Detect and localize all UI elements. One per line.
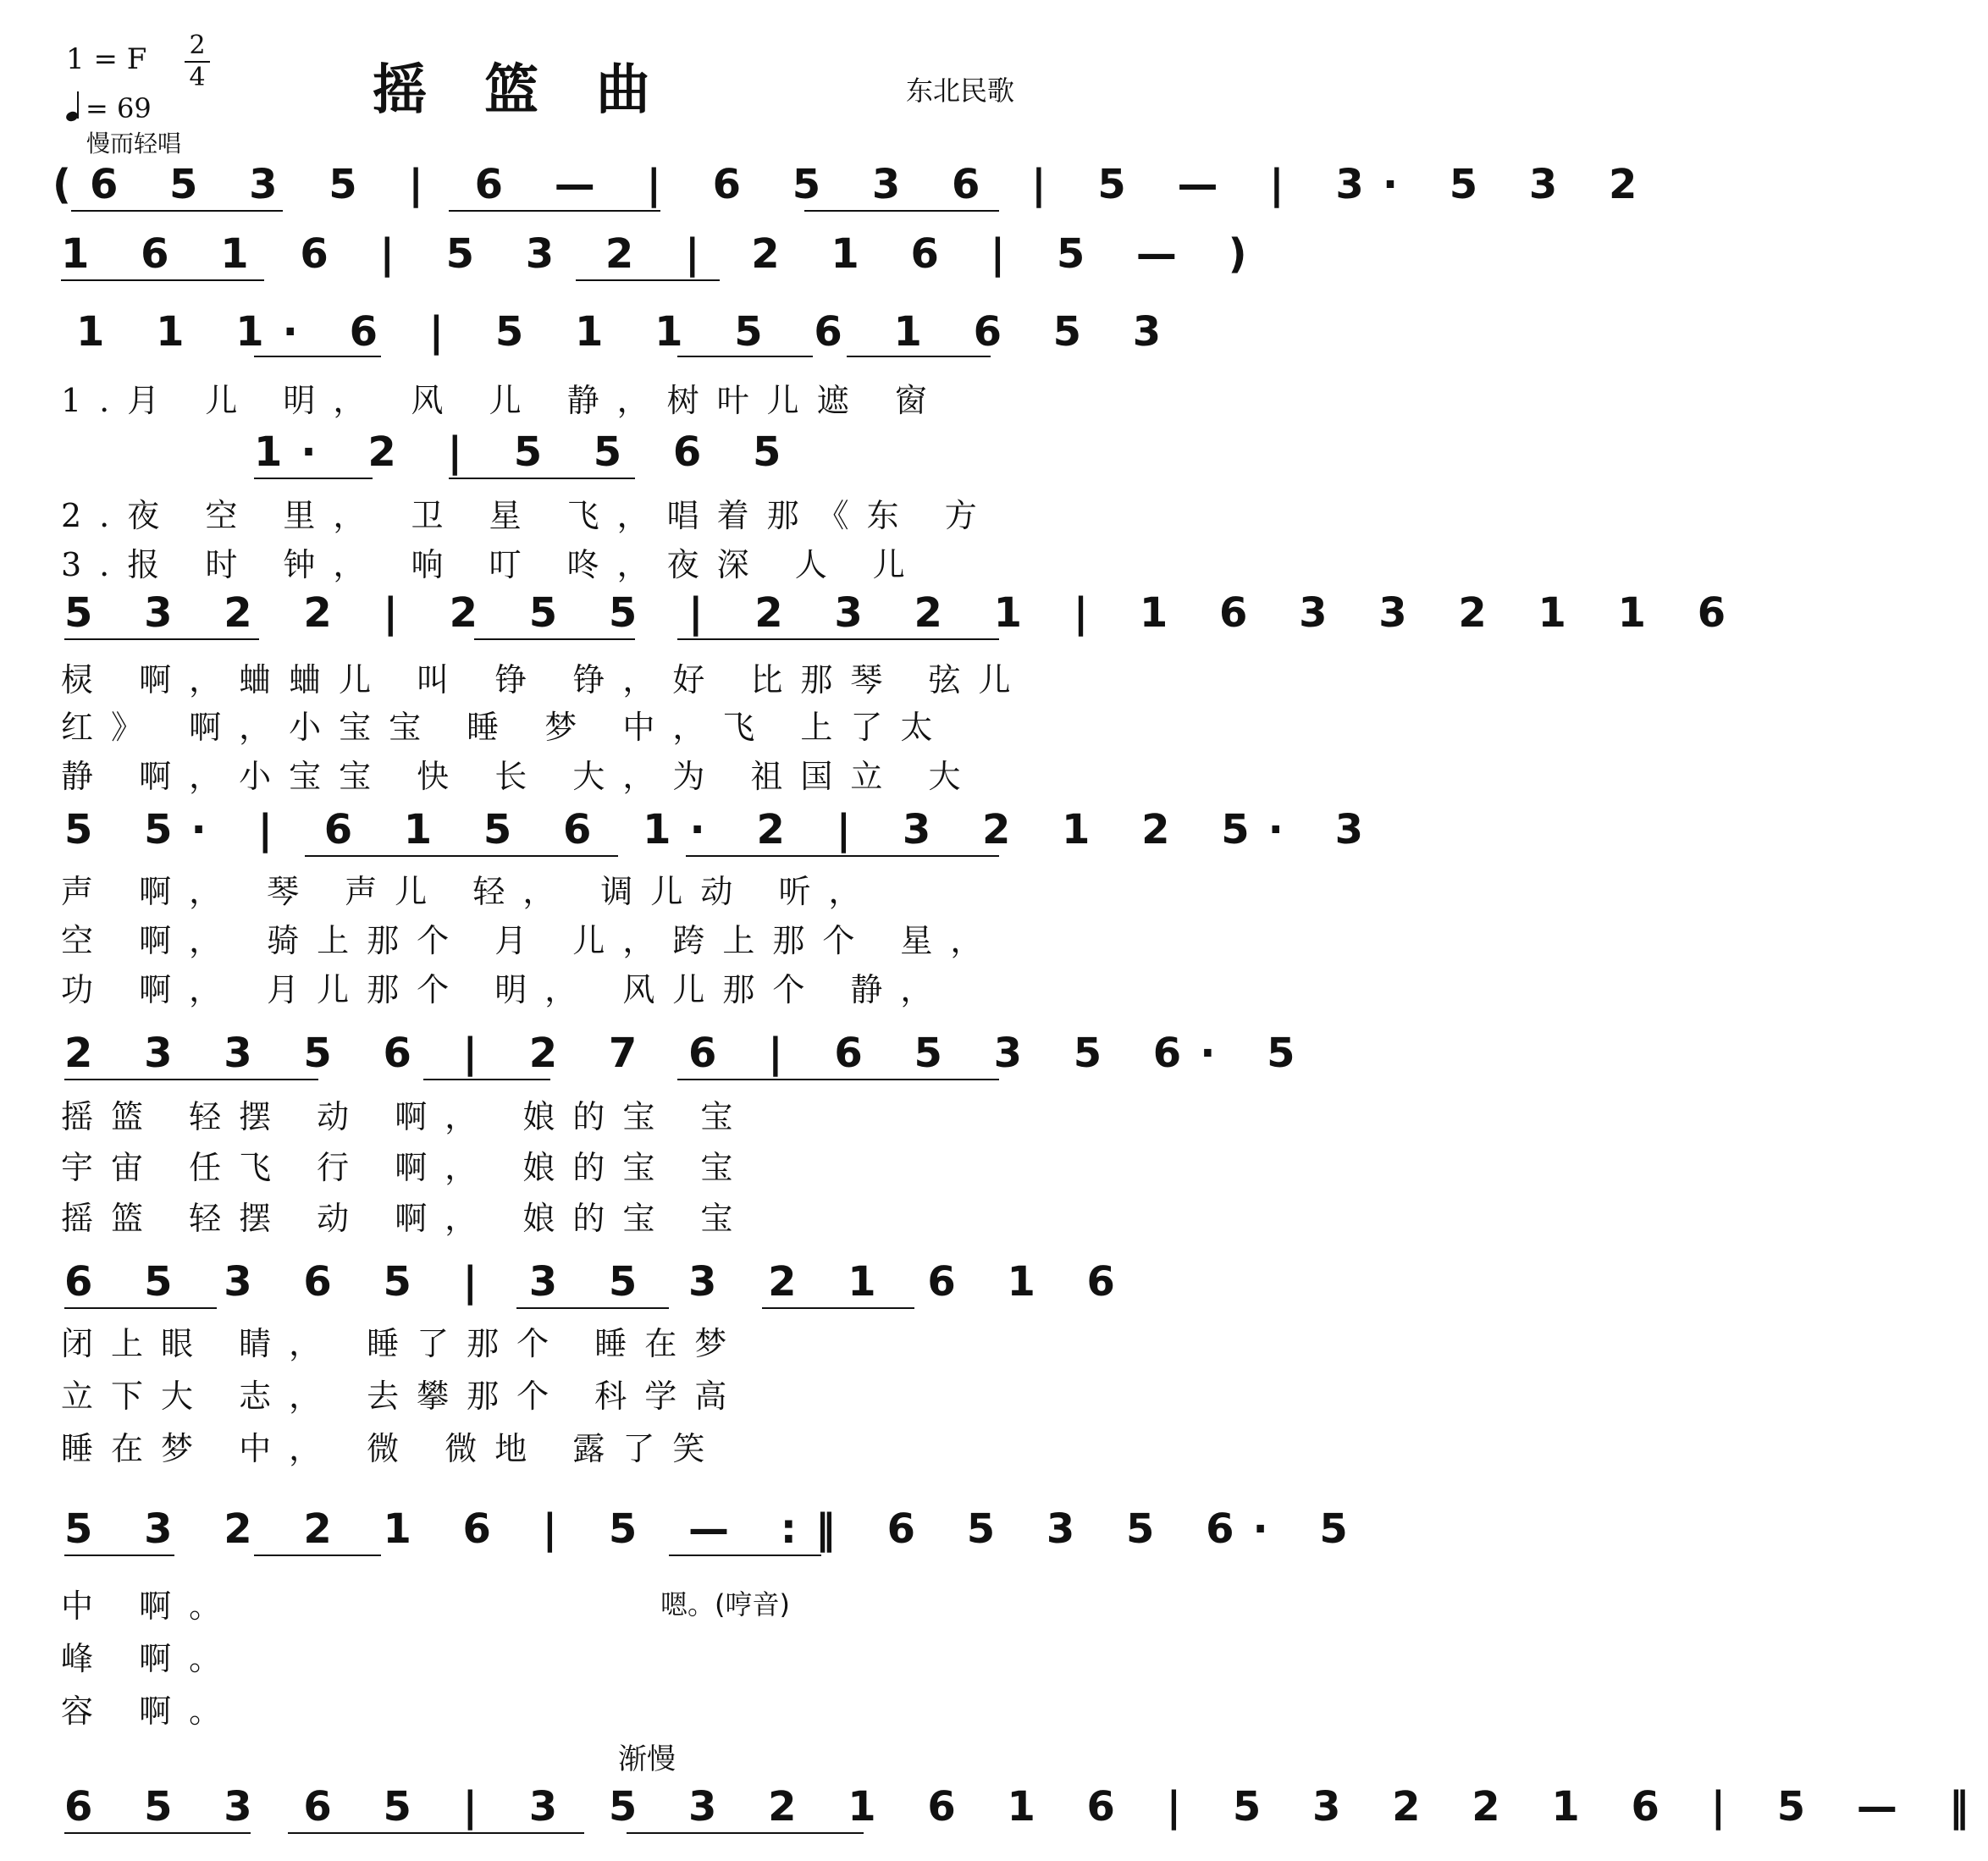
- notation-row-10: 6 5 3 6 5 | 3 5 3 2 1 6 1 6 | 5 3 2 2 1 6 | 5 — ‖: [64, 1783, 1988, 1831]
- notation-row-7: 2 3 3 5 6 | 2 7 6 | 6 5 3 5 6· 5: [64, 1030, 1314, 1077]
- notation-row-5: 5 3 2 2 | 2 5 5 | 2 3 2 1 | 1 6 3 3 2 1 1 6: [64, 589, 1745, 637]
- notation-row-8: 6 5 3 6 5 | 3 5 3 2 1 6 1 6: [64, 1258, 1134, 1306]
- page-title: 摇篮曲: [373, 59, 708, 122]
- lyrics-row-9-verse-2: 峰 啊。: [61, 1640, 240, 1677]
- lyrics-row-7-verse-3: 摇篮 轻摆 动 啊， 娘的宝 宝: [61, 1200, 751, 1237]
- ritardando-marking: 渐慢: [618, 1742, 676, 1776]
- notation-row-9: 5 3 2 2 1 6 | 5 — :‖ 6 5 3 5 6· 5: [64, 1505, 1367, 1553]
- lyrics-row-8-verse-2: 立下大 志， 去攀那个 科学高: [61, 1378, 745, 1415]
- notation-row-1: (6 5 3 5 | 6 — | 6 5 3 6 | 5 — | 3· 5 3 2: [52, 161, 1656, 208]
- lyrics-row-4-verse-3: 3.报 时 钟， 响 叮 咚，夜深 人 儿: [61, 546, 923, 583]
- lyrics-row-8-verse-1: 闭上眼 睛， 睡了那个 睡在梦: [61, 1325, 745, 1362]
- time-bottom: 4: [189, 63, 206, 92]
- tempo-marking: = 69: [66, 91, 152, 124]
- notation-row-4: 1· 2 | 5 5 6 5: [254, 428, 800, 476]
- time-signature: [185, 32, 210, 91]
- notation-row-2: 1 6 1 6 | 5 3 2 | 2 1 6 | 5 — ): [61, 230, 1266, 278]
- lyrics-row-4-verse-2: 2.夜 空 里， 卫 星 飞，唱着那《东 方: [61, 497, 995, 534]
- lyrics-row-9-verse-3: 容 啊。: [61, 1693, 240, 1730]
- lyrics-row-7-verse-1: 摇篮 轻摆 动 啊， 娘的宝 宝: [61, 1098, 751, 1135]
- notation-row-3: 1 1 1· 6 | 5 1 1 5 6 1 6 5 3: [76, 308, 1180, 356]
- time-top: 2: [189, 30, 206, 60]
- lyrics-row-5-verse-2: 红》 啊，小宝宝 睡 梦 中，飞 上了太: [61, 709, 951, 746]
- song-origin: 东北民歌: [906, 75, 1015, 107]
- lyrics-row-6-verse-1: 声 啊， 琴 声儿 轻， 调儿动 听，: [61, 873, 879, 910]
- lyrics-row-3-verse-1: 1.月 儿 明， 风 儿 静，树叶儿遮 窗: [61, 382, 945, 419]
- key-signature: 1 = F: [66, 42, 147, 76]
- lyrics-row-7-verse-2: 宇宙 任飞 行 啊， 娘的宝 宝: [61, 1149, 751, 1186]
- expression-marking: 慢而轻唱: [86, 130, 182, 157]
- lyrics-row-5-verse-1: 棂 啊，蛐蛐儿 叫 铮 铮，好 比那琴 弦儿: [61, 661, 1029, 699]
- notation-row-6: 5 5· | 6 1 5 6 1· 2 | 3 2 1 2 5· 3: [64, 806, 1383, 853]
- humming-note: 嗯。(哼音): [660, 1588, 790, 1621]
- lyrics-row-6-verse-3: 功 啊， 月儿那个 明， 风儿那个 静，: [61, 971, 951, 1008]
- lyrics-row-9-verse-1: 中 啊。: [61, 1588, 240, 1625]
- lyrics-row-6-verse-2: 空 啊， 骑上那个 月 儿，跨上那个 星，: [61, 922, 1001, 959]
- lyrics-row-8-verse-3: 睡在梦 中， 微 微地 露了笑: [61, 1430, 723, 1467]
- lyrics-row-5-verse-3: 静 啊，小宝宝 快 长 大，为 祖国立 大: [61, 758, 979, 795]
